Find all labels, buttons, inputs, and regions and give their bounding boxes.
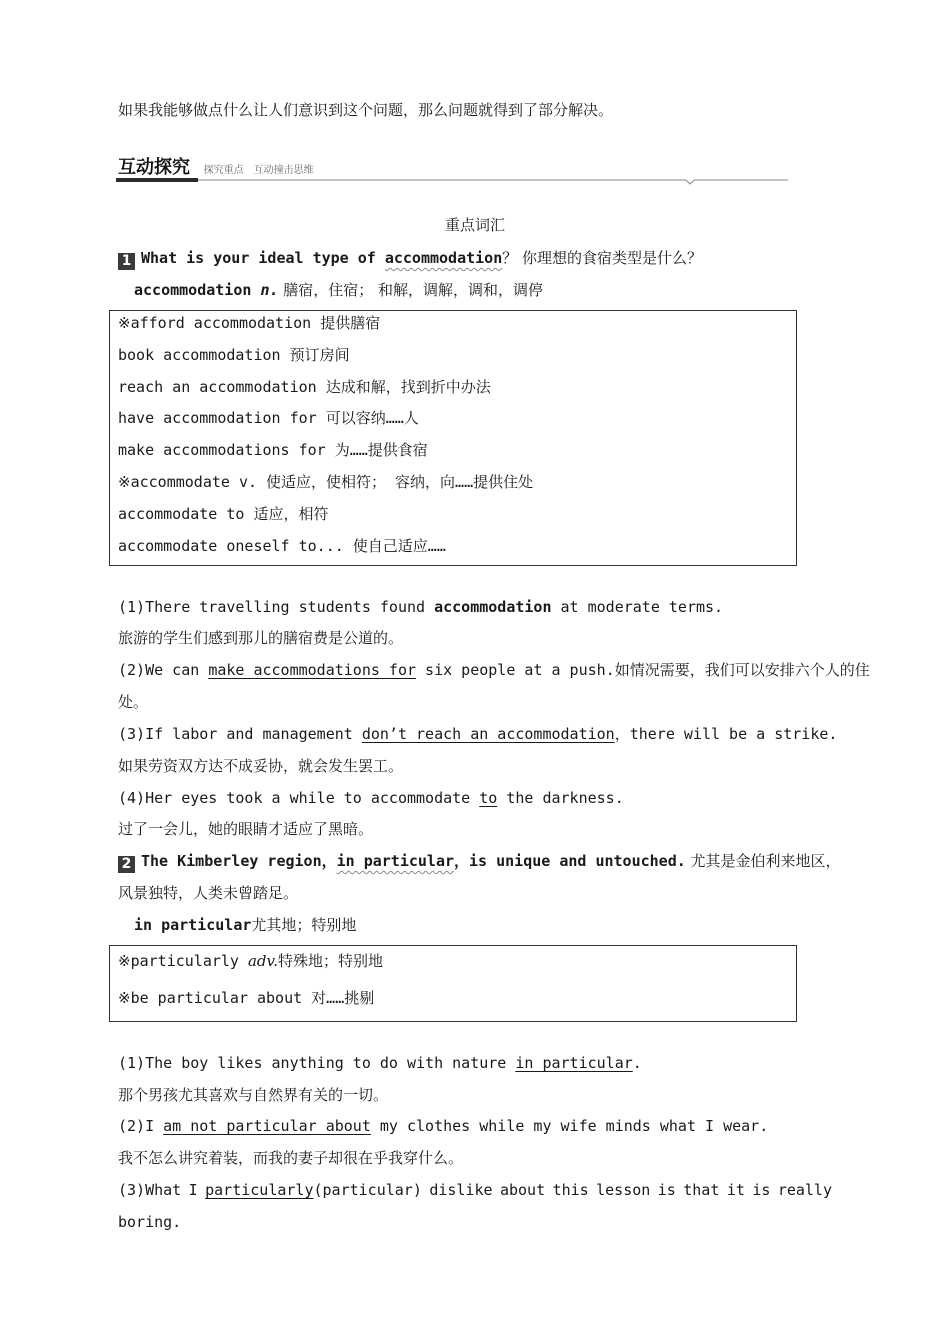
item1-example-4-translation: 过了一会儿，她的眼睛才适应了黑暗。 — [118, 820, 374, 838]
item2-example-1: (1)The boy likes anything to do with nature in particular. — [118, 1054, 642, 1072]
section-header-rule — [116, 176, 792, 186]
box1-line: reach an accommodation 达成和解，找到折中办法 — [118, 378, 491, 396]
item2-example-3: (3)What I particularly(particular) dislike about this lesson is that it is really — [118, 1181, 832, 1199]
box1-line: have accommodation for 可以容纳……人 — [118, 409, 419, 427]
item2-example-2-translation: 我不怎么讲究着装，而我的妻子却很在乎我穿什么。 — [118, 1149, 464, 1167]
item1-example-2: (2)We can make accommodations for six people at a push.如情况需要，我们可以安排六个人的住 — [118, 661, 870, 679]
item2-heading: 2 The Kimberley region，in particular，is unique and untouched. 尤其是金伯利来地区， — [118, 851, 841, 873]
box2-line: ※be particular about 对……挑剔 — [118, 989, 375, 1007]
item2-example-2: (2)I am not particular about my clothes while my wife minds what I wear. — [118, 1117, 769, 1135]
item1-definition: accommodation n. 膳宿，住宿； 和解，调解，调和，调停 — [134, 281, 544, 299]
item2-heading-continued: 风景独特，人类未曾踏足。 — [118, 884, 299, 902]
item2-definition: in particular尤其地；特别地 — [134, 916, 357, 934]
section-title: 互动探究 — [118, 157, 190, 178]
box1-line: make accommodations for 为……提供食宿 — [118, 441, 428, 459]
item1-example-1: (1)There travelling students found accommodation at moderate terms. — [118, 598, 724, 616]
box2-line: ※particularly adv.特殊地；特别地 — [118, 952, 383, 970]
center-title: 重点词汇 — [444, 216, 505, 234]
item1-example-3-translation: 如果劳资双方达不成妥协，就会发生罢工。 — [118, 757, 404, 775]
item2-number: 2 — [118, 856, 135, 873]
item1-example-1-translation: 旅游的学生们感到那儿的膳宿费是公道的。 — [118, 629, 404, 647]
item2-example-3-answer: particularly(particular) — [205, 1181, 422, 1199]
item2-example-1-translation: 那个男孩尤其喜欢与自然界有关的一切。 — [118, 1086, 389, 1104]
item1-example-3: (3)If labor and management don’t reach an accommodation，there will be a strike. — [118, 725, 838, 743]
item1-heading: 1 What is your ideal type of accommodation？ 你理想的食宿类型是什么？ — [118, 248, 702, 270]
box1-line: ※accommodate v. 使适应，使相符； 容纳，向……提供住处 — [118, 473, 534, 491]
section-subtitle: 探究重点 互动撞击思维 — [203, 165, 314, 176]
item1-example-2-continued: 处。 — [118, 693, 149, 711]
box1-line: ※afford accommodation 提供膳宿 — [118, 314, 381, 332]
intro-text: 如果我能够做点什么让人们意识到这个问题，那么问题就得到了部分解决。 — [118, 101, 614, 119]
item2-keyword: in particular — [336, 852, 455, 870]
box1-line: book accommodation 预订房间 — [118, 346, 350, 364]
box1-line: accommodate to 适应，相符 — [118, 505, 329, 523]
item2-example-3-continued: boring. — [118, 1213, 182, 1231]
item1-example-4: (4)Her eyes took a while to accommodate to the darkness. — [118, 789, 624, 807]
box1-line: accommodate oneself to... 使自己适应…… — [118, 537, 446, 555]
item1-number: 1 — [118, 253, 135, 270]
item1-keyword: accommodation — [384, 249, 503, 267]
